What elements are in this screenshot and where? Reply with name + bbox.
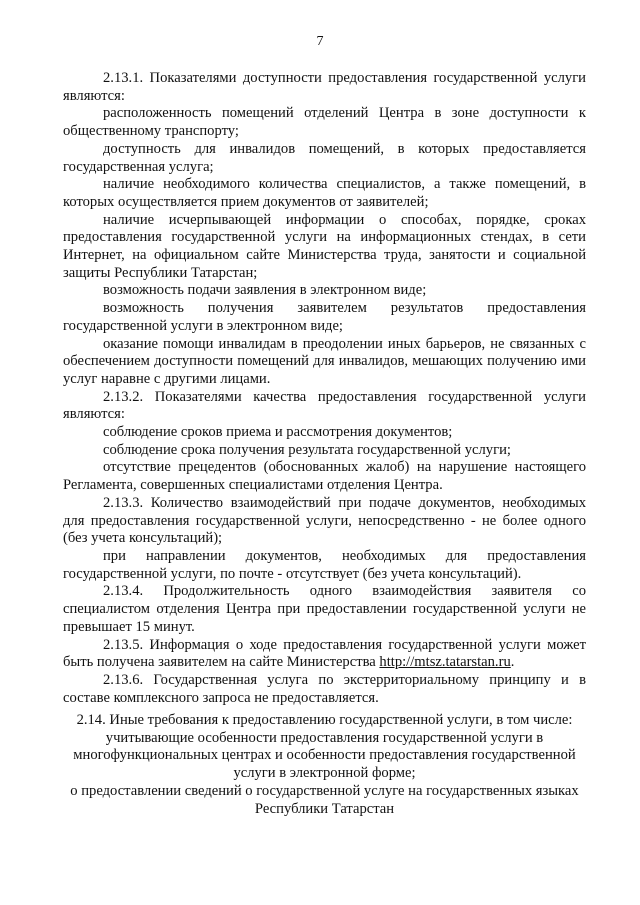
paragraph-barriers: оказание помощи инвалидам в преодолении иных барьеров, не связанных с обеспечением доступности помещений для инвалидов, мешающих получению ими услуг наравне с другими лицами. xyxy=(63,335,586,387)
paragraph-transport: расположенность помещений отделений Центра в зоне доступности к общественному транспорту; xyxy=(63,105,586,140)
paragraph-electronic-result: возможность получения заявителем результатов предоставления государственной услуги в электронном виде; xyxy=(63,300,586,334)
paragraph-2-13-3: 2.13.3. Количество взаимодействий при подаче документов, необходимых для предоставления государственной услуги, непосредственно - не более одного (без учета консультаций); xyxy=(63,494,586,547)
paragraph-2-13-5-end: . xyxy=(510,654,515,671)
paragraph-by-mail: при направлении документов, необходимых для предоставления государственной услуги, по почте - отсутствует (без учета консультаций). xyxy=(63,547,586,582)
paragraph-deadlines: соблюдение сроков приема и рассмотрения документов; xyxy=(103,424,453,441)
paragraph-2-13-4: 2.13.4. Продолжительность одного взаимодействия заявителя со специалистом отделения Центра при предоставлении государственной услуги не превышает 15 минут. xyxy=(63,583,586,635)
page-number: 7 xyxy=(316,34,324,49)
paragraph-specialists: наличие необходимого количества специалистов, а также помещений, в которых осуществляется прием документов от заявителей; xyxy=(63,176,586,210)
paragraph-no-complaints: отсутствие прецедентов (обоснованных жалоб) на нарушение настоящего Регламента, совершенных специалистами отделения Центра. xyxy=(63,459,586,494)
paragraph-2-13-5-text: 2.13.5. Информация о ходе предоставления государственной услуги может быть получена заявителем на сайте Министерства xyxy=(63,636,586,671)
paragraph-2-13-6: 2.13.6. Государственная услуга по экстерриториальному принципу и в составе комплексного запроса не предоставляется. xyxy=(63,671,586,706)
paragraph-information: наличие исчерпывающей информации о способах, порядке, сроках предоставления государственной услуги на информационных стендах, в сети Интернет, на официальном сайте Министерства труда, занятости и социальной защиты Республики Татарстан; xyxy=(63,211,586,281)
paragraph-2-13-1: 2.13.1. Показателями доступности предоставления государственной услуги являются: xyxy=(63,70,586,104)
paragraph-electronic-application: возможность подачи заявления в электронном виде; xyxy=(103,282,427,299)
paragraph-2-13-5 xyxy=(63,637,586,672)
paragraph-2-13-2: 2.13.2. Показателями качества предоставления государственной услуги являются: xyxy=(63,388,586,423)
paragraph-result-deadline: соблюдение срока получения результата государственной услуги; xyxy=(103,441,511,458)
ministry-website-link[interactable]: http://mtsz.tatarstan.ru xyxy=(379,654,511,671)
section-heading-line-1: 2.14. Иные требования к предоставлению государственной услуги, в том числе: учитывающие особенности предоставления государственной услуги в многофункциональных центрах и особенности предоставления государственной услуги в электронной форме; xyxy=(73,712,576,782)
document-body xyxy=(63,70,586,707)
paragraph-disabled-access: доступность для инвалидов помещений, в которых предоставляется государственная услуга; xyxy=(63,140,586,175)
section-heading-line-2: о предоставлении сведений о государственной услуге на государственных языках Республики Татарстан xyxy=(70,782,579,817)
section-heading-2-14 xyxy=(63,712,586,818)
